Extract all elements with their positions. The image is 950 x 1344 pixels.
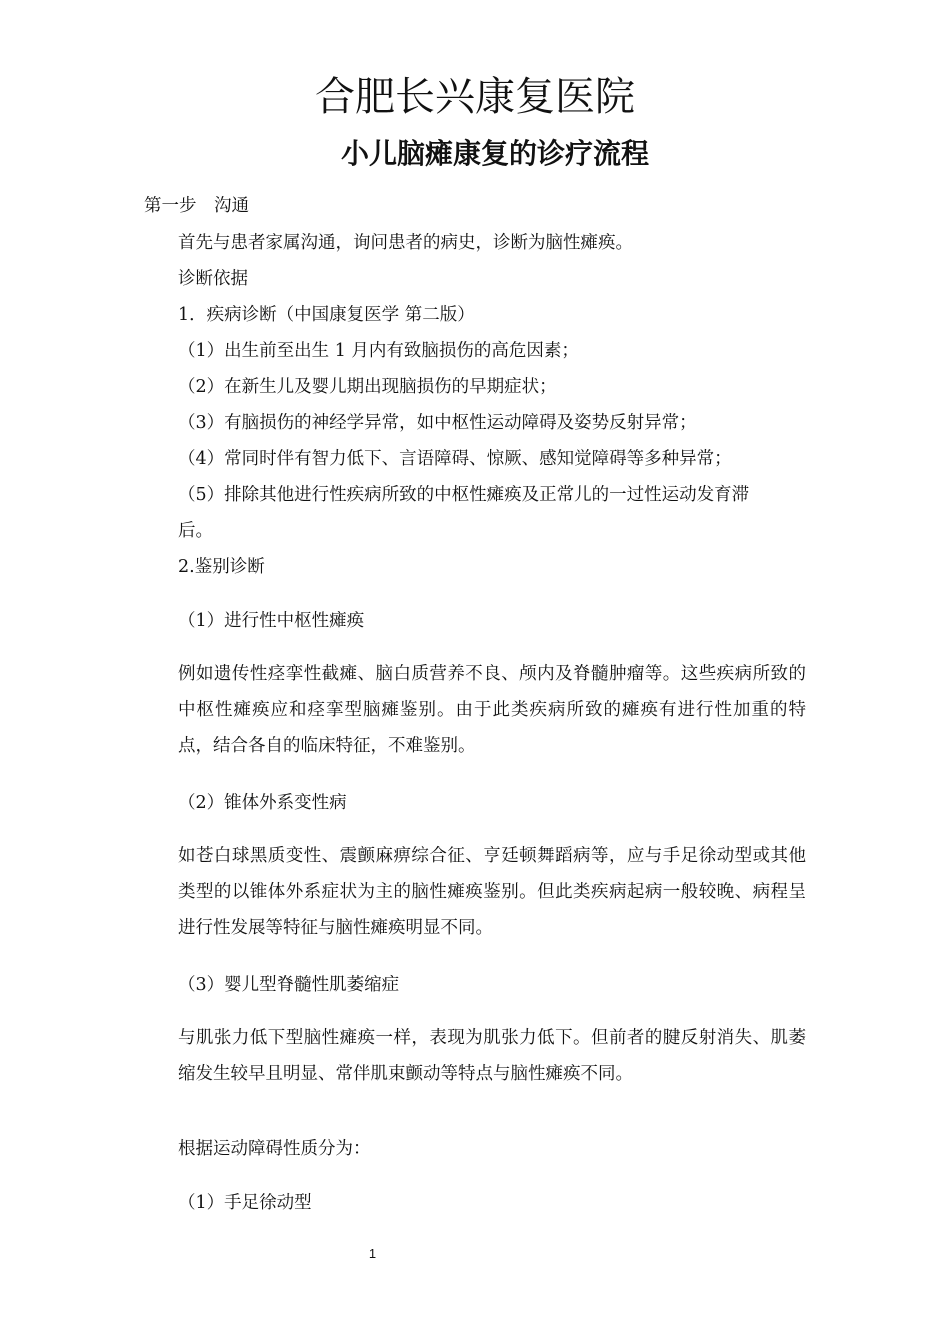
differential-paragraph: 例如遗传性痉挛性截瘫、脑白质营养不良、颅内及脊髓肿瘤等。这些疾病所致的中枢性瘫痪应和痉挛型脑瘫鉴别。由于此类疾病所致的瘫痪有进行性加重的特点，结合各自的临床特征，不难鉴别。 [178,664,806,756]
criterion-item: （5）排除其他进行性疾病所致的中枢性瘫痪及正常儿的一过性运动发育滞 [178,485,750,505]
criterion-item: （4）常同时伴有智力低下、言语障碍、惊厥、感知觉障碍等多种异常； [178,449,732,469]
criterion-item: （1）出生前至出生 1 月内有致脑损伤的高危因素； [178,341,579,361]
page-number: 1 [368,1246,377,1261]
differential-paragraph: 与肌张力低下型脑性瘫痪一样，表现为肌张力低下。但前者的腱反射消失、肌萎缩发生较早且明显、常伴肌束颤动等特点与脑性瘫痪不同。 [178,1028,806,1084]
intro-paragraph: 首先与患者家属沟通，询问患者的病史，诊断为脑性瘫痪。 [178,233,633,253]
differential-diagnosis-heading: 2.鉴别诊断 [178,557,265,577]
criterion-item: （3）有脑损伤的神经学异常，如中枢性运动障碍及姿势反射异常； [178,413,697,433]
differential-paragraph: 如苍白球黑质变性、震颤麻痹综合征、亨廷顿舞蹈病等，应与手足徐动型或其他类型的以锥体外系症状为主的脑性瘫痪鉴别。但此类疾病起病一般较晚、病程呈进行性发展等特征与脑性瘫痪明显不同。 [178,846,806,938]
differential-subheading: （1）进行性中枢性瘫痪 [178,611,365,631]
differential-subheading: （2）锥体外系变性病 [178,793,347,813]
diagnosis-basis-heading: 诊断依据 [178,269,248,289]
hospital-name: 合肥长兴康复医院 [315,74,635,120]
step-heading: 第一步 沟通 [144,196,249,216]
criterion-item: （2）在新生儿及婴儿期出现脑损伤的早期症状； [178,377,557,397]
classification-item: （1）手足徐动型 [178,1193,312,1213]
classification-heading: 根据运动障碍性质分为： [178,1139,371,1159]
disease-diagnosis-heading: 1．疾病诊断（中国康复医学 第二版） [178,305,475,325]
differential-subheading: （3）婴儿型脊髓性肌萎缩症 [178,975,400,995]
criterion-item-continuation: 后。 [178,521,213,541]
document-title: 小儿脑瘫康复的诊疗流程 [340,137,649,170]
